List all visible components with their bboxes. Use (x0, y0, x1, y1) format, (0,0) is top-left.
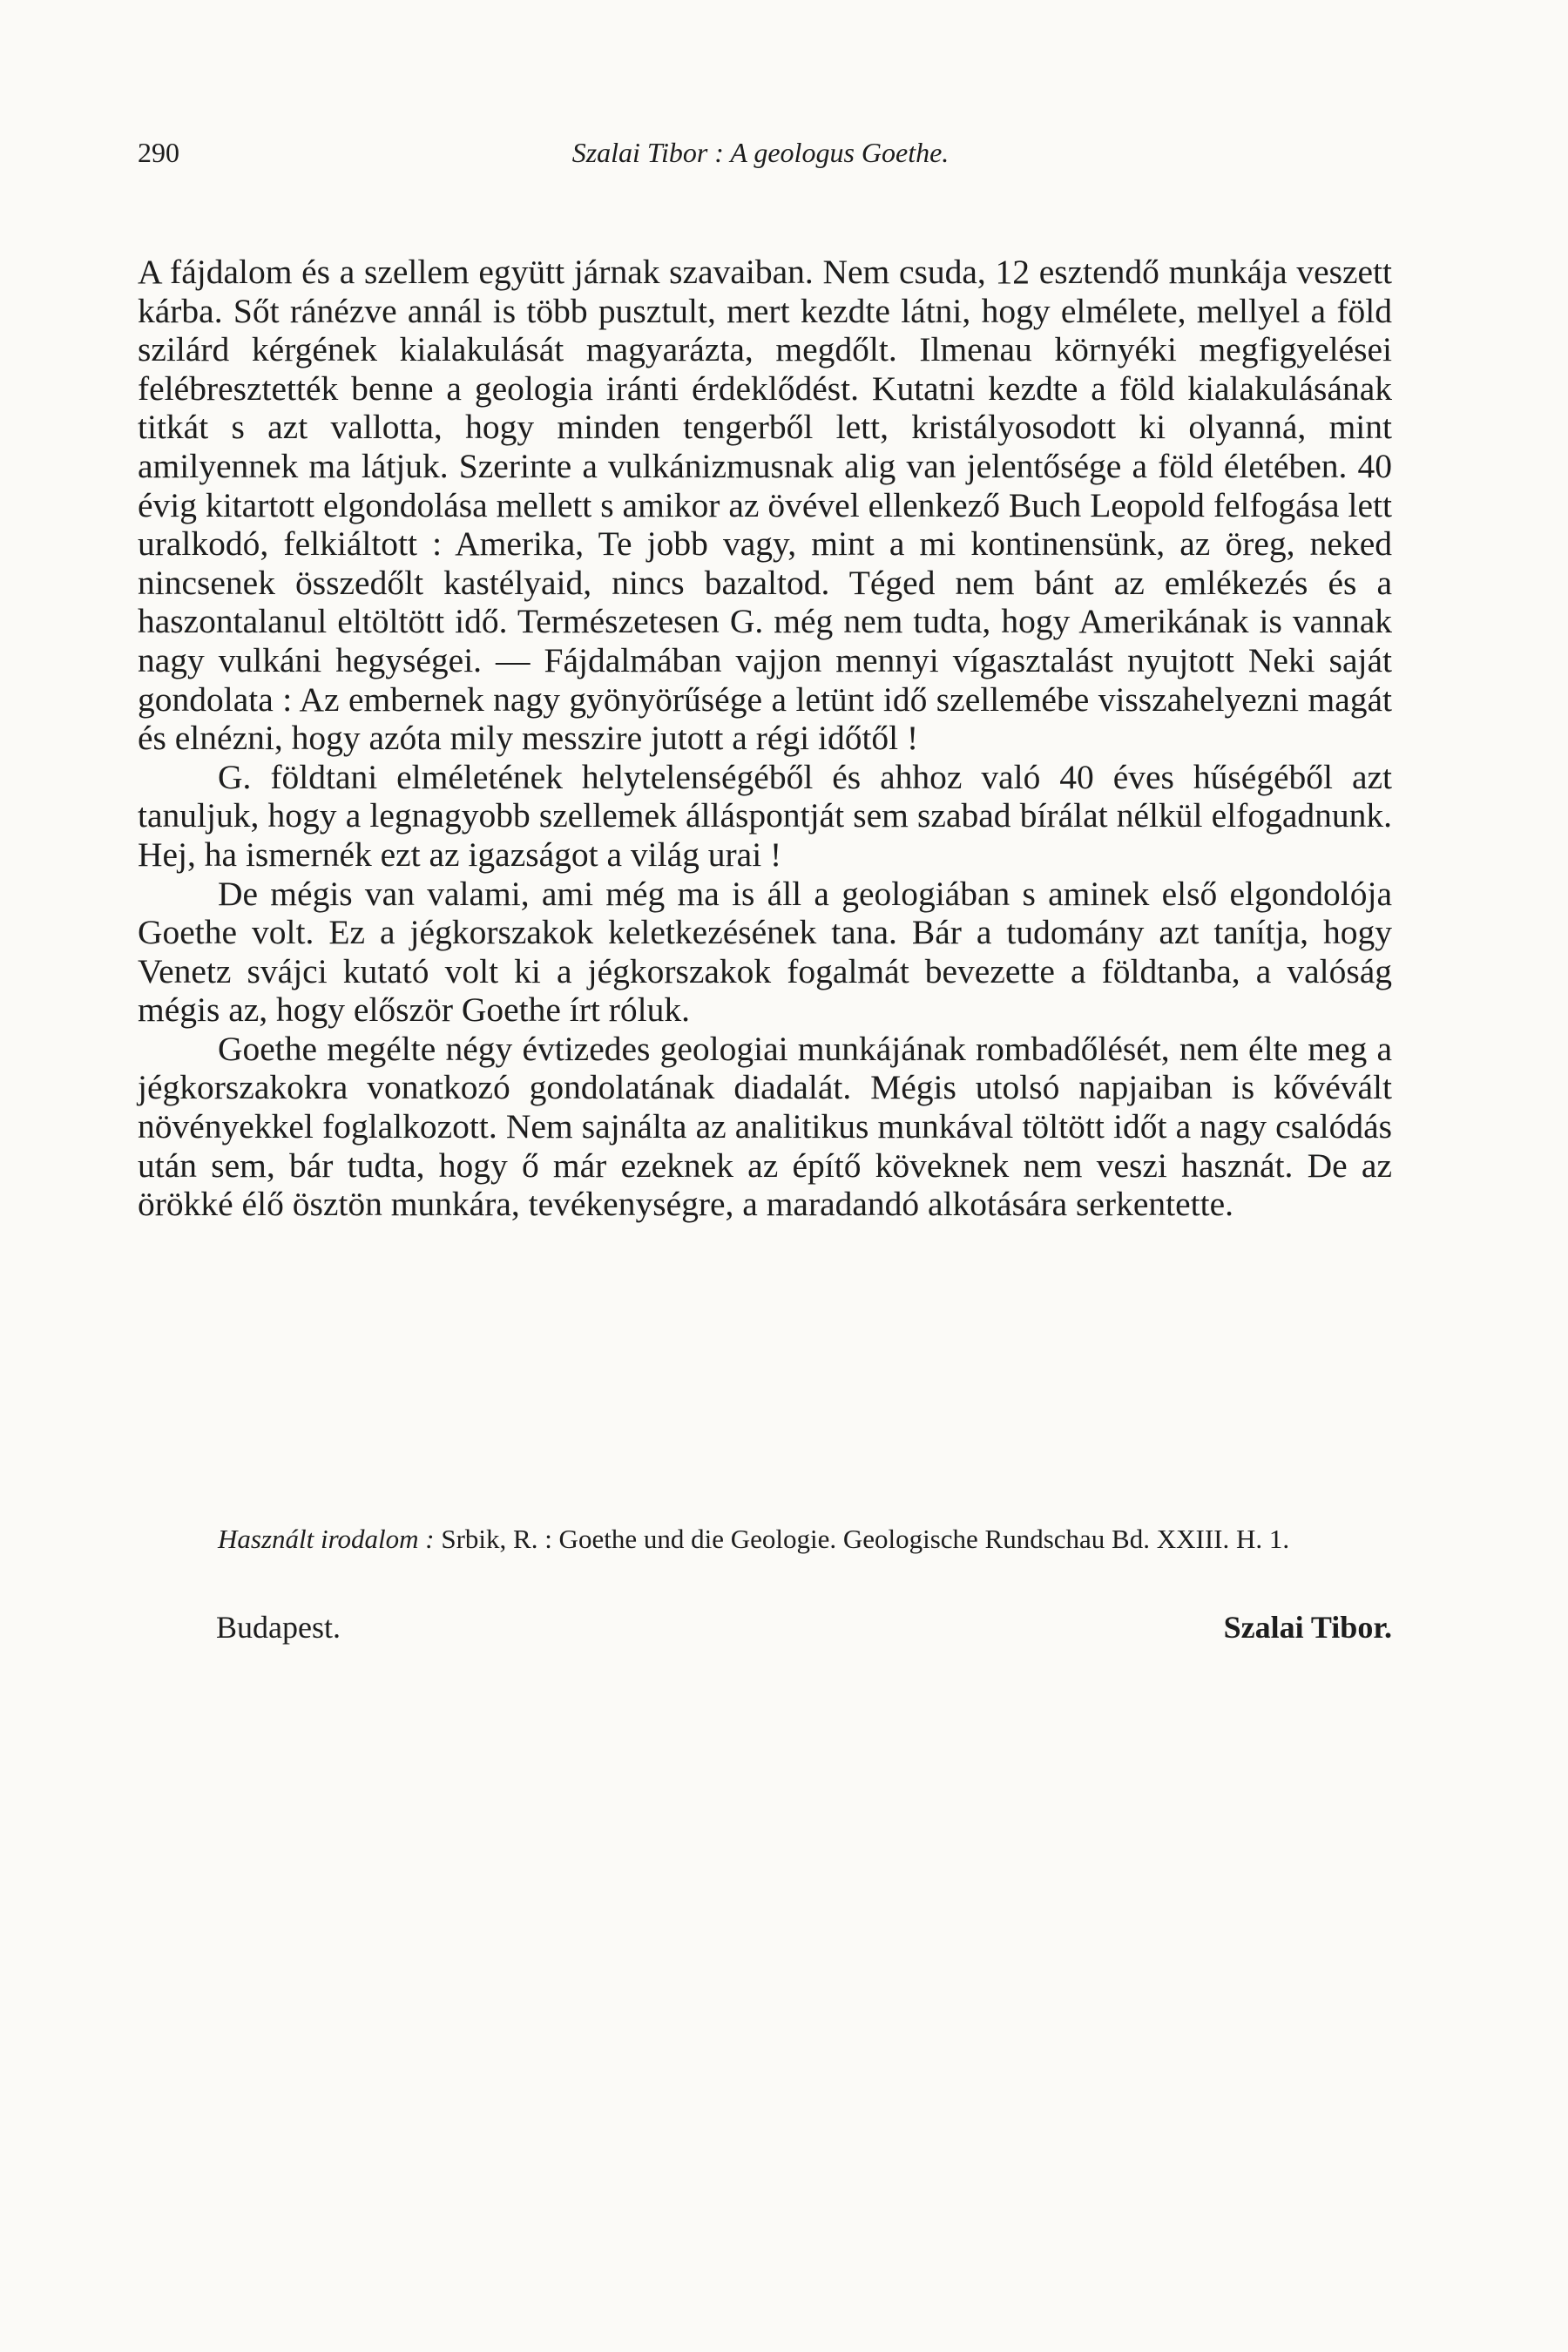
paragraph-2: G. földtani elméletének helytelenségéből és ahhoz való 40 éves hűségéből azt tanuljuk, hogy a legnagyobb szellemek álláspontját sem szabad bírálat nélkül elfogadnunk. Hej, ha ismernék ezt az igazságot a világ urai ! (138, 757, 1392, 874)
references (138, 1523, 1392, 1556)
running-head (138, 131, 1383, 174)
signature-row (216, 1603, 1392, 1652)
page-number: 290 (138, 137, 179, 168)
paragraph-4: Goethe megélte négy évtizedes geologiai munkájának rombadőlését, nem élte meg a jégkorszakokra vonatkozó gondolatának diadalát. Mégis utolsó napjaiban is kővévált növényekkel foglalkozott. Nem sajnálta az analitikus munkával töltött időt a nagy csalódás után sem, bár tudta, hogy ő már ezeknek az építő köveknek nem veszi hasznát. De az örökké élő ösztön munkára, tevékenységre, a maradandó alkotására serkentette. (138, 1029, 1392, 1224)
body-text (138, 253, 1392, 1224)
paragraph-3: De mégis van valami, ami még ma is áll a geologiában s aminek első elgondolója Goethe volt. Ez a jégkorszakok keletkezésének tana. Bár a tudomány azt tanítja, hogy Venetz svájci kutató volt ki a jégkorszakok fogalmát bevezette a földtanba, a valóság mégis az, hogy először Goethe írt róluk. (138, 874, 1392, 1030)
signature-place: Budapest. (216, 1610, 341, 1645)
paragraph-1: A fájdalom és a szellem együtt járnak szavaiban. Nem csuda, 12 esztendő munkája veszett kárba. Sőt ránézve annál is több pusztult, mert kezdte látni, hogy elmélete, mellyel a föld szilárd kérgének kialakulását magyarázta, megdőlt. Ilmenau környéki megfigyelései felébresztették benne a geologia iránti érdeklődést. Kutatni kezdte a föld kialakulásának titkát s azt vallotta, hogy minden tengerből lett, kristályosodott ki olyanná, mint amilyennek ma látjuk. Szerinte a vulkánizmusnak alig van jelentősége a föld életében. 40 évig kitartott elgondolása mellett s amikor az övével ellenkező Buch Leopold felfogása lett uralkodó, felkiáltott : Amerika, Te jobb vagy, mint a mi kontinensünk, az öreg, neked nincsenek összedőlt kastélyaid, nincs bazaltod. Téged nem bánt az emlékezés és a haszontalanul eltöltött idő. Természetesen G. még nem tudta, hogy Amerikának is vannak nagy vulkáni hegységei. — Fájdalmában vajjon mennyi vígasztalást nyujtott Neki saját gondolata : Az embernek nagy gyönyörűsége a letünt idő szellemébe visszahelyezni magát és elnézni, hogy azóta mily messzire jutott a régi időtől ! (138, 253, 1392, 758)
references-label: Használt irodalom : (218, 1524, 435, 1554)
signature-author: Szalai Tibor. (1223, 1610, 1392, 1645)
running-title: Szalai Tibor : A geologus Goethe. (571, 137, 950, 168)
references-text: Srbik, R. : Goethe und die Geologie. Geologische Rundschau Bd. XXIII. H. 1. (441, 1524, 1290, 1554)
